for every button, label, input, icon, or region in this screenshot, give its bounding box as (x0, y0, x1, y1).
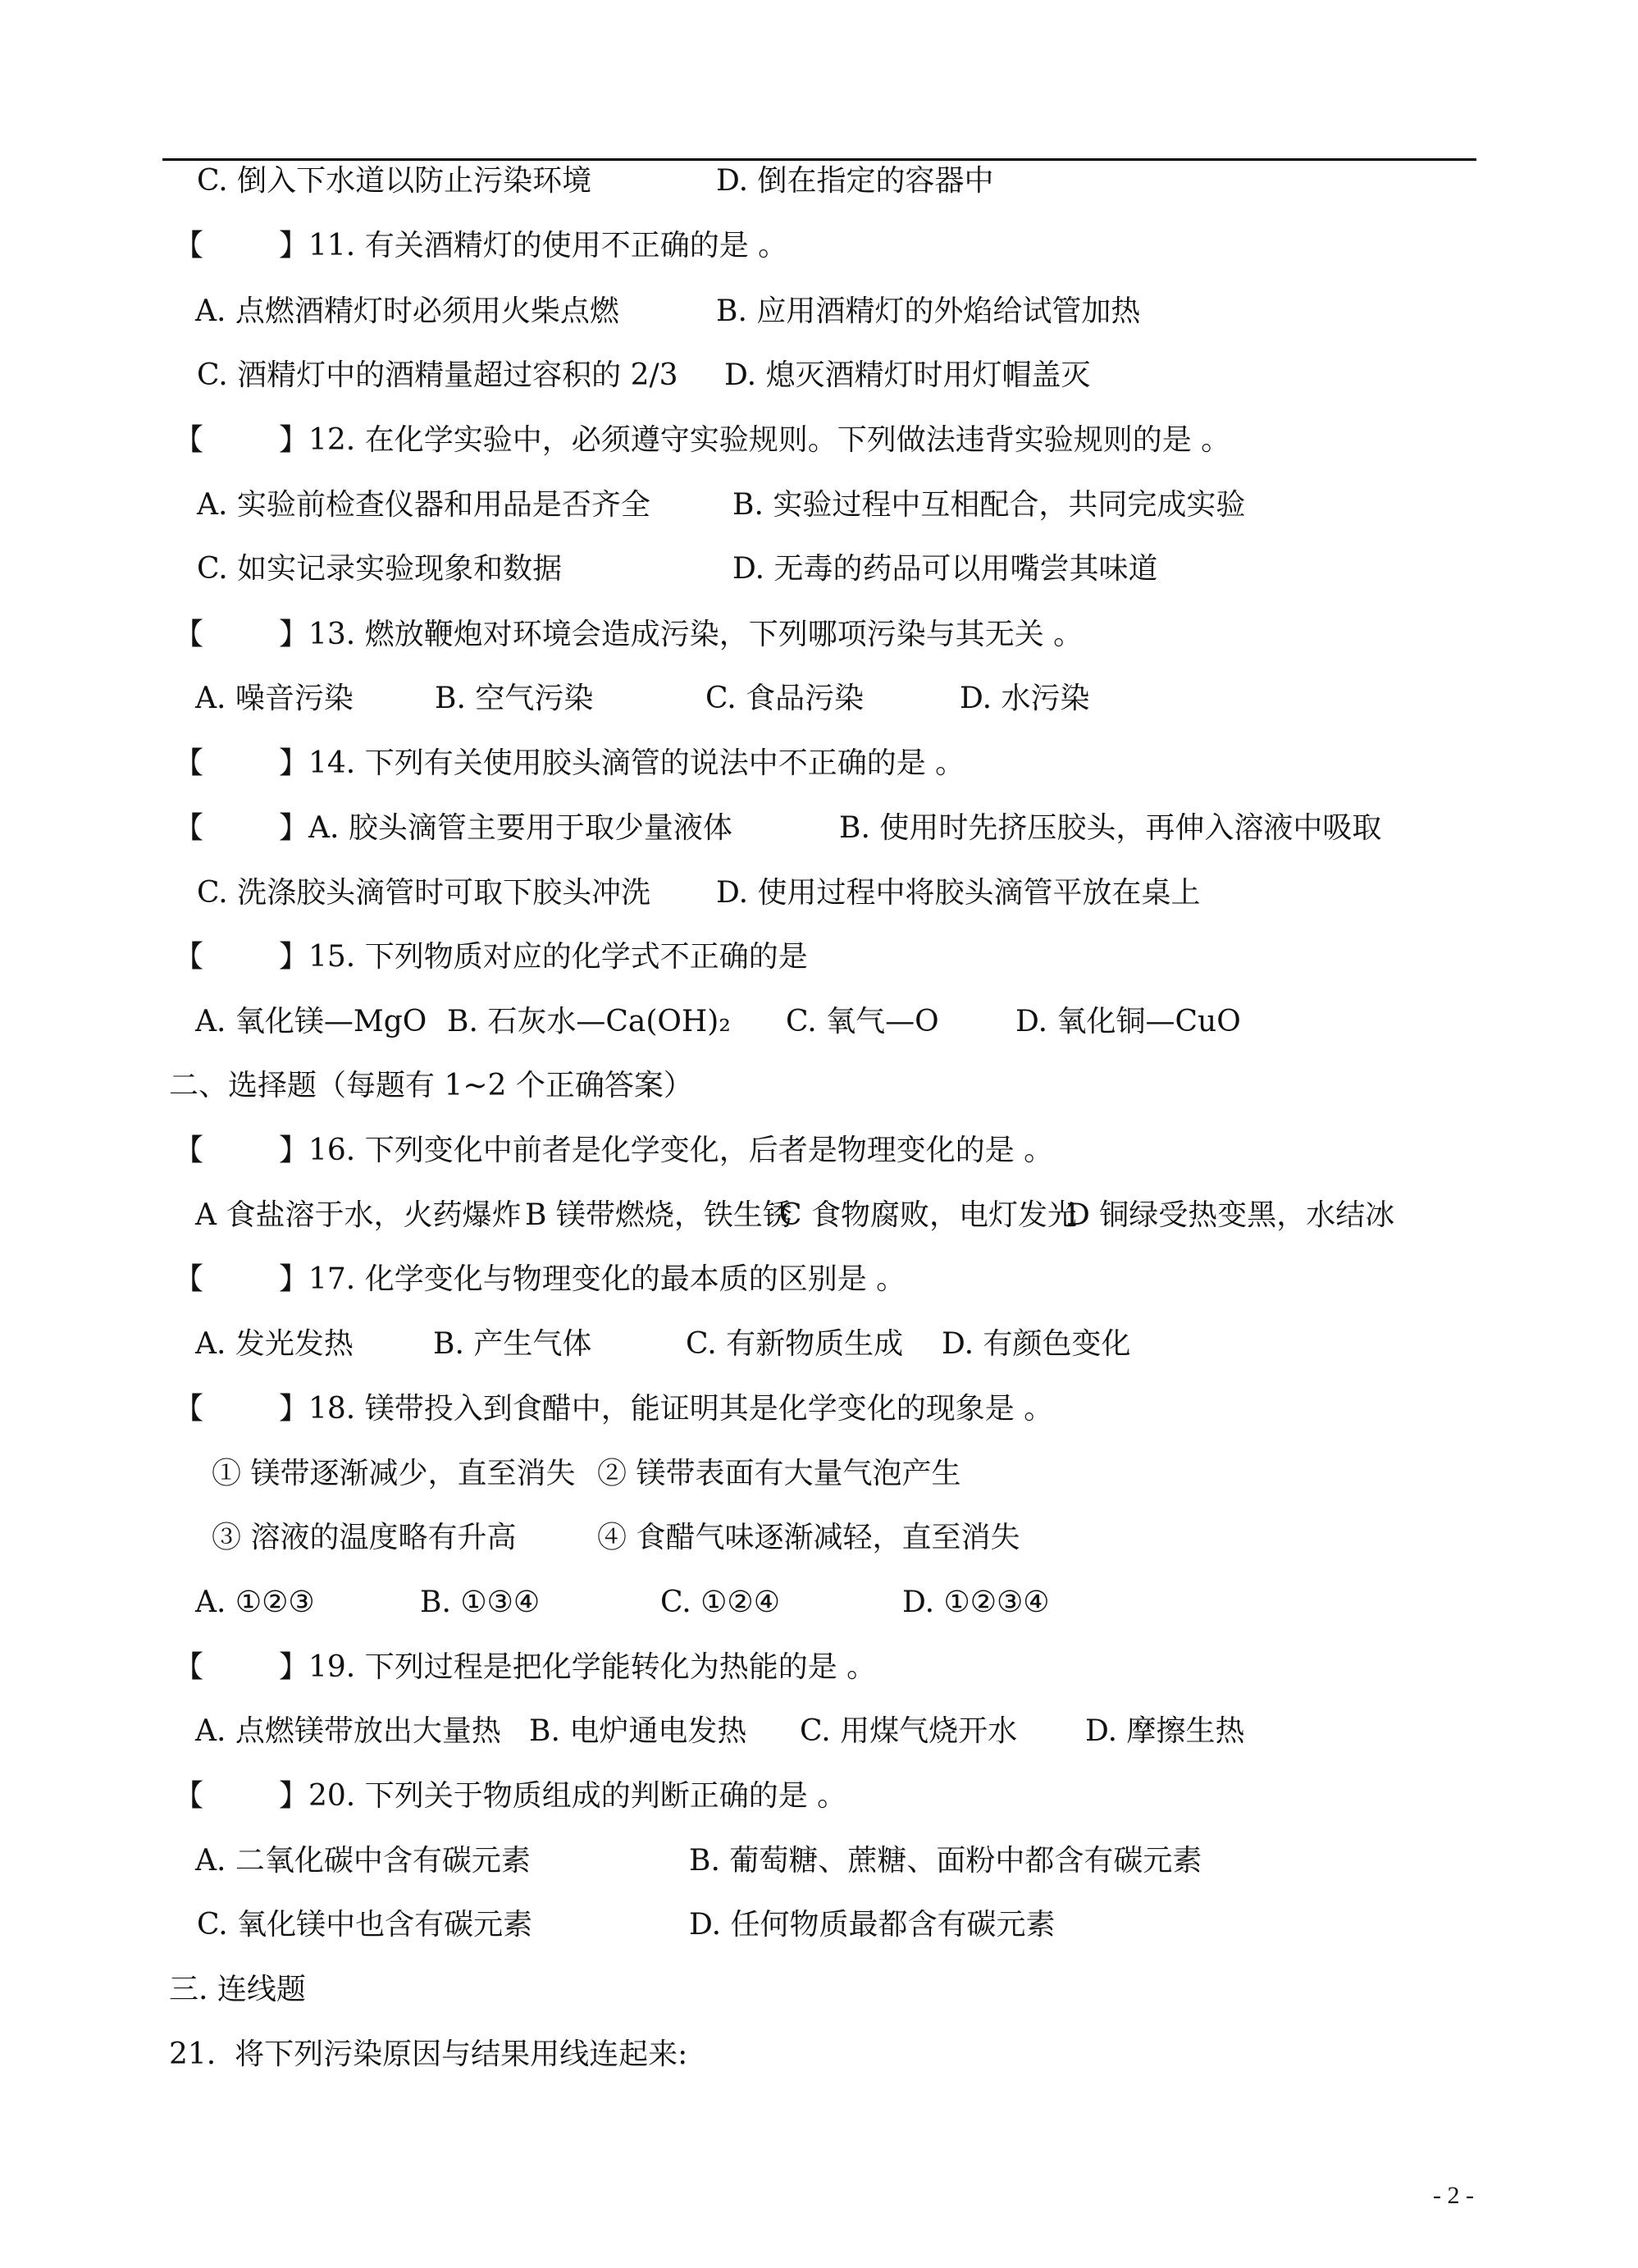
text-line: D. 熄灭酒精灯时用灯帽盖灭 (724, 358, 1091, 392)
text-line: D. 水污染 (960, 682, 1090, 715)
text-line: 】11. 有关酒精灯的使用不正确的是 。 (279, 229, 788, 262)
text-line: D. 氧化铜—CuO (1015, 1005, 1241, 1038)
text-line: C. 食品污染 (705, 682, 865, 715)
text-line: C. 氧化镁中也含有碳元素 (197, 1908, 533, 1942)
text-line: A. 二氧化碳中含有碳元素 (195, 1844, 531, 1878)
text-line: A. 氧化镁—MgO (195, 1005, 427, 1038)
text-line: 【 (174, 1779, 204, 1813)
header-rule (162, 158, 1476, 161)
text-line: A. ①②③ (195, 1586, 315, 1619)
text-line: A. 发光发热 (195, 1327, 354, 1361)
text-line: 【 (174, 618, 204, 651)
text-line: B. 产生气体 (433, 1327, 592, 1361)
text-line: ④ 食醋气味逐渐减轻，直至消失 (597, 1521, 1020, 1554)
text-line: A. 实验前检查仪器和用品是否齐全 (197, 488, 650, 522)
text-line: 【 (174, 1134, 204, 1167)
text-line: 】18. 镁带投入到食醋中，能证明其是化学变化的现象是 。 (279, 1392, 1054, 1426)
text-line: D. 使用过程中将胶头滴管平放在桌上 (716, 876, 1201, 910)
text-line: 】16. 下列变化中前者是化学变化，后者是物理变化的是 。 (279, 1134, 1054, 1167)
text-line: 21. 将下列污染原因与结果用线连起来: (169, 2038, 688, 2071)
text-line: D 铜绿受热变黑，水结冰 (1066, 1198, 1395, 1232)
text-line: D. 摩擦生热 (1085, 1714, 1245, 1748)
text-line: B. 石灰水—Ca(OH)₂ (447, 1005, 731, 1038)
text-line: D. 倒在指定的容器中 (716, 164, 994, 198)
text-line: C. 氧气—O (786, 1005, 939, 1038)
text-line: 】17. 化学变化与物理变化的最本质的区别是 。 (279, 1262, 906, 1296)
text-line: 】A. 胶头滴管主要用于取少量液体 (279, 811, 732, 845)
text-line: 【 (174, 940, 204, 974)
text-line: 【 (174, 811, 204, 845)
text-line: A. 噪音污染 (195, 682, 354, 715)
text-line: B. 空气污染 (435, 682, 594, 715)
text-line: C. 酒精灯中的酒精量超过容积的 2/3 (197, 358, 678, 392)
text-line: B. ①③④ (420, 1586, 541, 1619)
text-line: 】20. 下列关于物质组成的判断正确的是 。 (279, 1779, 847, 1813)
text-line: C. 倒入下水道以防止污染环境 (197, 164, 592, 198)
text-line: 】14. 下列有关使用胶头滴管的说法中不正确的是 。 (279, 746, 965, 780)
text-line: C. ①②④ (660, 1586, 780, 1619)
text-line: C. 洗涤胶头滴管时可取下胶头冲洗 (197, 876, 651, 910)
text-line: 【 (174, 423, 204, 457)
text-line: 】15. 下列物质对应的化学式不正确的是 (279, 940, 808, 974)
text-line: C. 如实记录实验现象和数据 (197, 552, 563, 586)
text-line: D. ①②③④ (902, 1586, 1050, 1619)
text-line: B. 电炉通电发热 (529, 1714, 747, 1748)
text-line: 】13. 燃放鞭炮对环境会造成污染，下列哪项污染与其无关 。 (279, 618, 1084, 651)
text-line: 【 (174, 229, 204, 262)
text-line: A 食盐溶于水，火药爆炸 (195, 1198, 522, 1232)
text-line: B 镁带燃烧，铁生锈 (525, 1198, 792, 1232)
text-line: ① 镁带逐渐减少，直至消失 (212, 1457, 576, 1490)
text-line: C. 用煤气烧开水 (800, 1714, 1018, 1748)
text-line: 三. 连线题 (169, 1973, 306, 2006)
text-line: A. 点燃酒精灯时必须用火柴点燃 (195, 294, 619, 328)
text-line: B. 使用时先挤压胶头，再伸入溶液中吸取 (839, 811, 1382, 845)
page-number: - 2 - (1433, 2182, 1474, 2209)
text-line: 】19. 下列过程是把化学能转化为热能的是 。 (279, 1650, 877, 1684)
text-line: B. 应用酒精灯的外焰给试管加热 (716, 294, 1141, 328)
text-line: 】12. 在化学实验中，必须遵守实验规则。下列做法违背实验规则的是 。 (279, 423, 1231, 457)
text-line: A. 点燃镁带放出大量热 (195, 1714, 501, 1748)
text-line: 【 (174, 1262, 204, 1296)
text-line: C 食物腐败，电灯发光 (779, 1198, 1077, 1232)
text-line: ③ 溶液的温度略有升高 (212, 1521, 517, 1554)
text-line: 二、选择题（每题有 1~2 个正确答案） (169, 1069, 693, 1102)
text-line: 【 (174, 746, 204, 780)
text-line: B. 实验过程中互相配合，共同完成实验 (732, 488, 1246, 522)
text-line: B. 葡萄糖、蔗糖、面粉中都含有碳元素 (689, 1844, 1202, 1878)
text-line: 【 (174, 1392, 204, 1426)
text-line: C. 有新物质生成 (686, 1327, 904, 1361)
text-line: D. 有颜色变化 (942, 1327, 1131, 1361)
text-line: 【 (174, 1650, 204, 1684)
text-line: D. 任何物质最都含有碳元素 (689, 1908, 1056, 1942)
text-line: D. 无毒的药品可以用嘴尝其味道 (732, 552, 1158, 586)
text-line: ② 镁带表面有大量气泡产生 (597, 1457, 961, 1490)
